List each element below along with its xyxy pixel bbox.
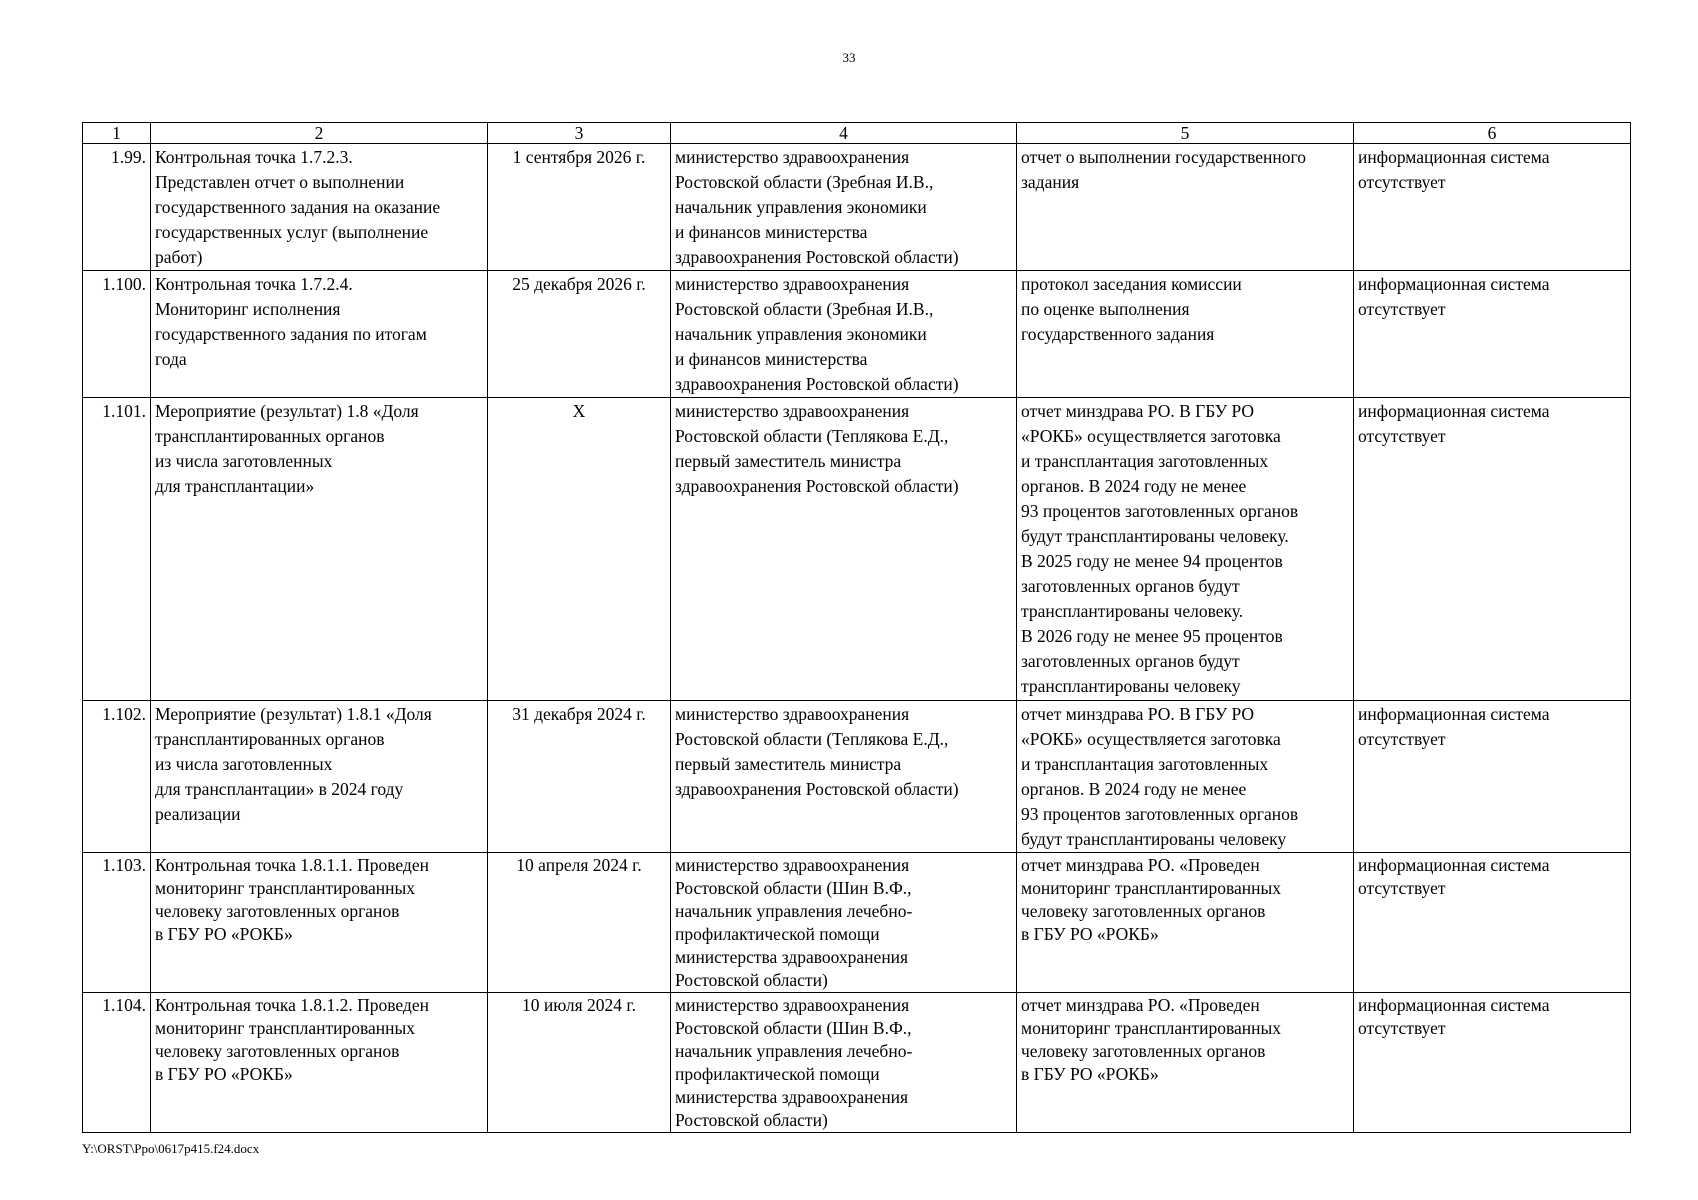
table-row bbox=[83, 271, 1631, 398]
item-date: 31 декабря 2024 г. bbox=[488, 701, 671, 853]
item-date: 10 апреля 2024 г. bbox=[488, 853, 671, 993]
item-responsible: министерство здравоохранения Ростовской области (Шин В.Ф., начальник управления лечебно- профилактической помощи министерства здравоохранения Ростовской области) bbox=[671, 853, 1017, 993]
item-document: отчет о выполнении государственного задания bbox=[1017, 144, 1354, 271]
item-system: информационная система отсутствует bbox=[1354, 398, 1631, 701]
plan-table bbox=[82, 122, 1631, 1133]
column-header: 6 bbox=[1354, 123, 1631, 144]
table-row bbox=[83, 701, 1631, 853]
row-number: 1.99. bbox=[83, 144, 151, 271]
item-document: отчет минздрава РО. В ГБУ РО «РОКБ» осуществляется заготовка и трансплантация заготовленных органов. В 2024 году не менее 93 процентов заготовленных органов будут трансплантированы человеку. В 2025 году не менее 94 процентов заготовленных органов будут трансплантированы человеку. В 2026 году не менее 95 процентов заготовленных органов будут трансплантированы человеку bbox=[1017, 398, 1354, 701]
table-row bbox=[83, 993, 1631, 1133]
column-header: 3 bbox=[488, 123, 671, 144]
item-system: информационная система отсутствует bbox=[1354, 853, 1631, 993]
column-header: 5 bbox=[1017, 123, 1354, 144]
item-responsible: министерство здравоохранения Ростовской области (Шин В.Ф., начальник управления лечебно- профилактической помощи министерства здравоохранения Ростовской области) bbox=[671, 993, 1017, 1133]
item-document: протокол заседания комиссии по оценке выполнения государственного задания bbox=[1017, 271, 1354, 398]
item-date: 1 сентября 2026 г. bbox=[488, 144, 671, 271]
row-number: 1.104. bbox=[83, 993, 151, 1133]
column-header: 2 bbox=[151, 123, 488, 144]
row-number: 1.100. bbox=[83, 271, 151, 398]
item-responsible: министерство здравоохранения Ростовской области (Теплякова Е.Д., первый заместитель министра здравоохранения Ростовской области) bbox=[671, 701, 1017, 853]
item-system: информационная система отсутствует bbox=[1354, 144, 1631, 271]
column-header: 4 bbox=[671, 123, 1017, 144]
item-document: отчет минздрава РО. В ГБУ РО «РОКБ» осуществляется заготовка и трансплантация заготовленных органов. В 2024 году не менее 93 процентов заготовленных органов будут трансплантированы человеку bbox=[1017, 701, 1354, 853]
file-path-footer: Y:\ORST\Ppo\0617p415.f24.docx bbox=[82, 1141, 260, 1156]
item-system: информационная система отсутствует bbox=[1354, 271, 1631, 398]
item-document: отчет минздрава РО. «Проведен мониторинг трансплантированных человеку заготовленных органов в ГБУ РО «РОКБ» bbox=[1017, 993, 1354, 1133]
row-number: 1.101. bbox=[83, 398, 151, 701]
item-responsible: министерство здравоохранения Ростовской области (Теплякова Е.Д., первый заместитель министра здравоохранения Ростовской области) bbox=[671, 398, 1017, 701]
row-number: 1.103. bbox=[83, 853, 151, 993]
table-header-row bbox=[83, 123, 1631, 144]
item-date: 25 декабря 2026 г. bbox=[488, 271, 671, 398]
page-number: 33 bbox=[842, 50, 856, 65]
item-name: Контрольная точка 1.7.2.3. Представлен отчет о выполнении государственного задания на оказание государственных услуг (выполнение работ) bbox=[151, 144, 488, 271]
item-system: информационная система отсутствует bbox=[1354, 701, 1631, 853]
item-name: Мероприятие (результат) 1.8 «Доля трансплантированных органов из числа заготовленных для трансплантации» bbox=[151, 398, 488, 701]
table-row bbox=[83, 398, 1631, 701]
table-row bbox=[83, 853, 1631, 993]
item-date: X bbox=[488, 398, 671, 701]
item-name: Мероприятие (результат) 1.8.1 «Доля трансплантированных органов из числа заготовленных для трансплантации» в 2024 году реализации bbox=[151, 701, 488, 853]
item-date: 10 июля 2024 г. bbox=[488, 993, 671, 1133]
item-name: Контрольная точка 1.8.1.2. Проведен мониторинг трансплантированных человеку заготовленных органов в ГБУ РО «РОКБ» bbox=[151, 993, 488, 1133]
table-row bbox=[83, 144, 1631, 271]
row-number: 1.102. bbox=[83, 701, 151, 853]
column-header: 1 bbox=[83, 123, 151, 144]
item-responsible: министерство здравоохранения Ростовской области (Зребная И.В., начальник управления экономики и финансов министерства здравоохранения Ростовской области) bbox=[671, 144, 1017, 271]
item-name: Контрольная точка 1.7.2.4. Мониторинг исполнения государственного задания по итогам года bbox=[151, 271, 488, 398]
item-system: информационная система отсутствует bbox=[1354, 993, 1631, 1133]
item-document: отчет минздрава РО. «Проведен мониторинг трансплантированных человеку заготовленных органов в ГБУ РО «РОКБ» bbox=[1017, 853, 1354, 993]
item-name: Контрольная точка 1.8.1.1. Проведен мониторинг трансплантированных человеку заготовленных органов в ГБУ РО «РОКБ» bbox=[151, 853, 488, 993]
item-responsible: министерство здравоохранения Ростовской области (Зребная И.В., начальник управления экономики и финансов министерства здравоохранения Ростовской области) bbox=[671, 271, 1017, 398]
